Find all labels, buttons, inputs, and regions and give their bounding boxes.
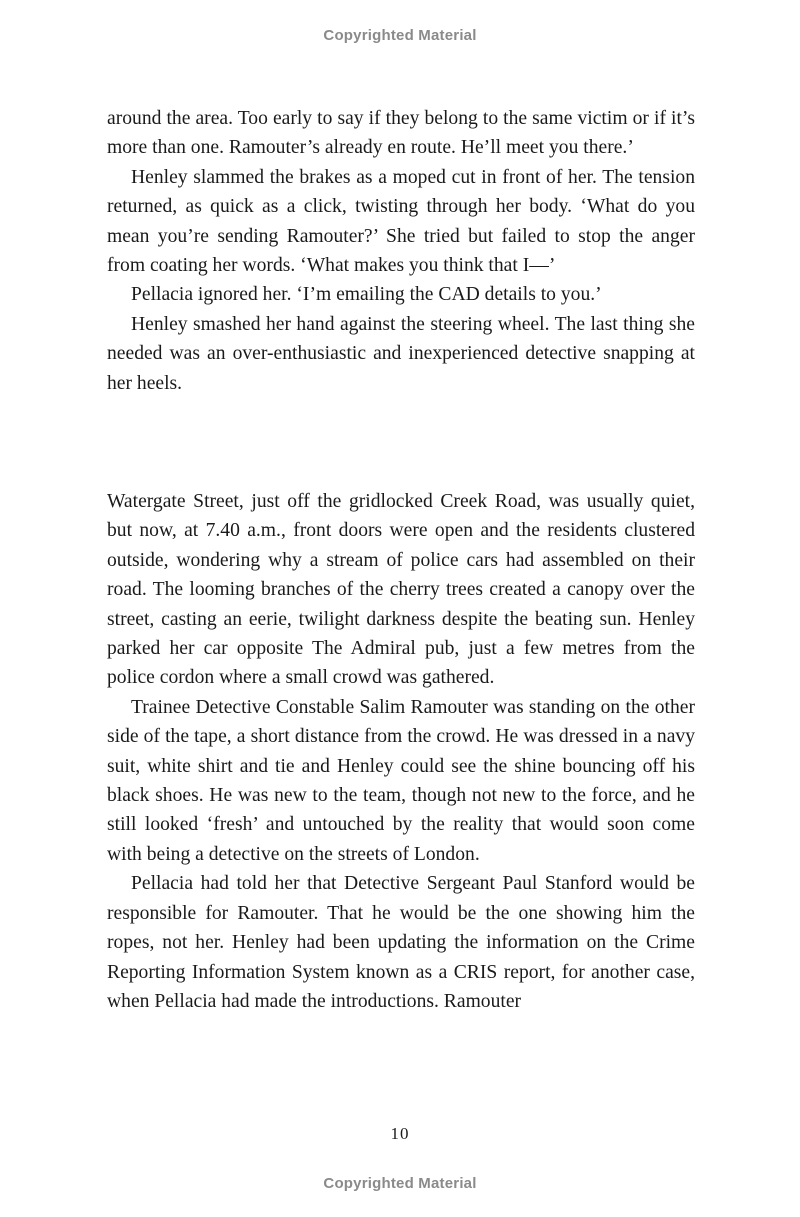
copyright-watermark-top: Copyrighted Material [323, 27, 477, 44]
paragraph: Pellacia ignored her. ‘I’m emailing the CAD details to you.’ [131, 284, 602, 306]
text-section-1 [107, 104, 695, 398]
text-section-2 [107, 487, 695, 1016]
paragraph-section-opening: Watergate Street, just off the gridlocked Creek Road, was usually quiet, but now, at 7.40 a.m., front doors were open and the residents clustered outside, wondering why a stream of police cars had assembled on their road. The looming branches of the cherry trees created a canopy over the street, casting an eerie, twilight darkness despite the beating sun. Henley parked her car opposite The Admiral pub, just a few metres from the police cordon where a small crowd was gathered. [107, 491, 695, 689]
paragraph-continuation: around the area. Too early to say if they belong to the same victim or if it’s more than one. Ramouter’s already en route. He’ll meet you there.’ [107, 108, 695, 159]
paragraph: Henley smashed her hand against the steering wheel. The last thing she needed was an over-enthusiastic and inexperienced detective snapping at her heels. [107, 313, 695, 394]
paragraph: Pellacia had told her that Detective Sergeant Paul Stanford would be responsible for Ramouter. That he would be the one showing him the ropes, not her. Henley had been updating the information on the Crime Reporting Information System known as a CRIS report, for another case, when Pellacia had made the introductions. Ramouter [107, 873, 695, 1012]
paragraph: Henley slammed the brakes as a moped cut in front of her. The tension returned, as quick as a click, twisting through her body. ‘What do you mean you’re sending Ramouter?’ She tried but failed to stop the anger from coating her words. ‘What makes you think that I—’ [107, 166, 695, 277]
paragraph: Trainee Detective Constable Salim Ramouter was standing on the other side of the tape, a short distance from the crowd. He was dressed in a navy suit, white shirt and tie and Henley could see the shine bouncing off his black shoes. He was new to the team, though not new to the force, and he still looked ‘fresh’ and untouched by the reality that would soon come with being a detective on the streets of London. [107, 696, 695, 865]
copyright-watermark-bottom: Copyrighted Material [323, 1175, 477, 1192]
page-number: 10 [390, 1124, 410, 1143]
